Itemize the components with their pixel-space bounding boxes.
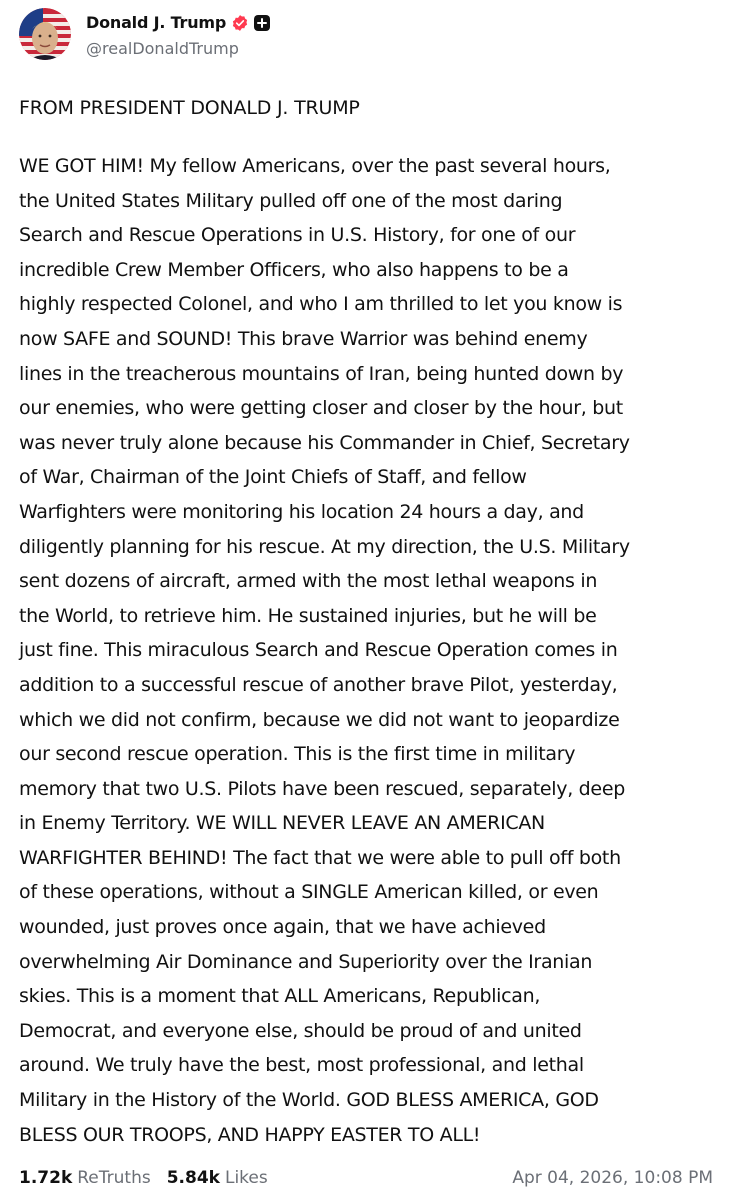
handle[interactable]: @realDonaldTrump	[86, 38, 239, 58]
body-line: WARFIGHTER BEHIND! The fact that we were able to pull off both	[19, 846, 621, 869]
body-line: which we did not confirm, because we did not want to jeopardize	[19, 708, 620, 731]
body-line: just fine. This miraculous Search and Rescue Operation comes in	[19, 639, 618, 662]
body-line: our second rescue operation. This is the first time in military	[19, 743, 576, 766]
verified-badge-icon	[231, 14, 249, 32]
likes-stat[interactable]	[167, 1168, 268, 1188]
post-body	[19, 149, 718, 1152]
body-line: now SAFE and SOUND! This brave Warrior was behind enemy	[19, 327, 588, 350]
likes-label: Likes	[224, 1168, 268, 1188]
post-stats	[19, 1168, 284, 1188]
body-line: of War, Chairman of the Joint Chiefs of Staff, and fellow	[19, 466, 527, 489]
post-footer	[19, 1164, 713, 1192]
body-line: diligently planning for his rescue. At my direction, the U.S. Military	[19, 535, 630, 558]
body-line: WE GOT HIM! My fellow Americans, over the past several hours,	[19, 155, 611, 177]
body-line: Search and Rescue Operations in U.S. History, for one of our	[19, 224, 576, 247]
name-block	[86, 11, 270, 58]
retruths-label: ReTruths	[77, 1168, 151, 1188]
retruths-stat[interactable]	[19, 1168, 151, 1188]
body-line: the United States Military pulled off one of the most daring	[19, 189, 563, 212]
body-line: Democrat, and everyone else, should be proud of and united	[19, 1019, 582, 1042]
retruths-count: 1.72k	[19, 1168, 73, 1188]
body-line: incredible Crew Member Officers, who also happens to be a	[19, 258, 569, 281]
body-line: sent dozens of aircraft, armed with the most lethal weapons in	[19, 570, 598, 593]
body-line: in Enemy Territory. WE WILL NEVER LEAVE AN AMERICAN	[19, 812, 545, 835]
display-name[interactable]: Donald J. Trump	[86, 13, 227, 32]
body-line: Warfighters were monitoring his location 24 hours a day, and	[19, 500, 584, 523]
body-line: BLESS OUR TROOPS, AND HAPPY EASTER TO ALL!	[19, 1123, 481, 1146]
body-line: Military in the History of the World. GOD BLESS AMERICA, GOD	[19, 1089, 599, 1112]
body-line: around. We truly have the best, most professional, and lethal	[19, 1054, 584, 1077]
name-row	[86, 11, 270, 35]
body-line: lines in the treacherous mountains of Iran, being hunted down by	[19, 362, 624, 385]
body-line: highly respected Colonel, and who I am thrilled to let you know is	[19, 293, 623, 316]
body-line: overwhelming Air Dominance and Superiority over the Iranian	[19, 950, 593, 973]
body-line: skies. This is a moment that ALL Americans, Republican,	[19, 985, 541, 1008]
body-line: wounded, just proves once again, that we have achieved	[19, 916, 546, 939]
body-line: of these operations, without a SINGLE American killed, or even	[19, 881, 599, 904]
post-header	[19, 7, 270, 61]
body-line: the World, to retrieve him. He sustained injuries, but he will be	[19, 604, 597, 627]
plus-icon	[254, 15, 270, 31]
post-title: FROM PRESIDENT DONALD J. TRUMP	[19, 97, 360, 119]
body-line: memory that two U.S. Pilots have been rescued, separately, deep	[19, 777, 625, 800]
avatar[interactable]	[19, 8, 71, 60]
body-line: our enemies, who were getting closer and closer by the hour, but	[19, 397, 623, 420]
avatar-image	[19, 8, 71, 60]
body-line: addition to a successful rescue of another brave Pilot, yesterday,	[19, 673, 618, 696]
post-timestamp[interactable]: Apr 04, 2026, 10:08 PM	[512, 1168, 713, 1188]
likes-count: 5.84k	[166, 1168, 220, 1188]
body-line: was never truly alone because his Commander in Chief, Secretary	[19, 431, 630, 454]
